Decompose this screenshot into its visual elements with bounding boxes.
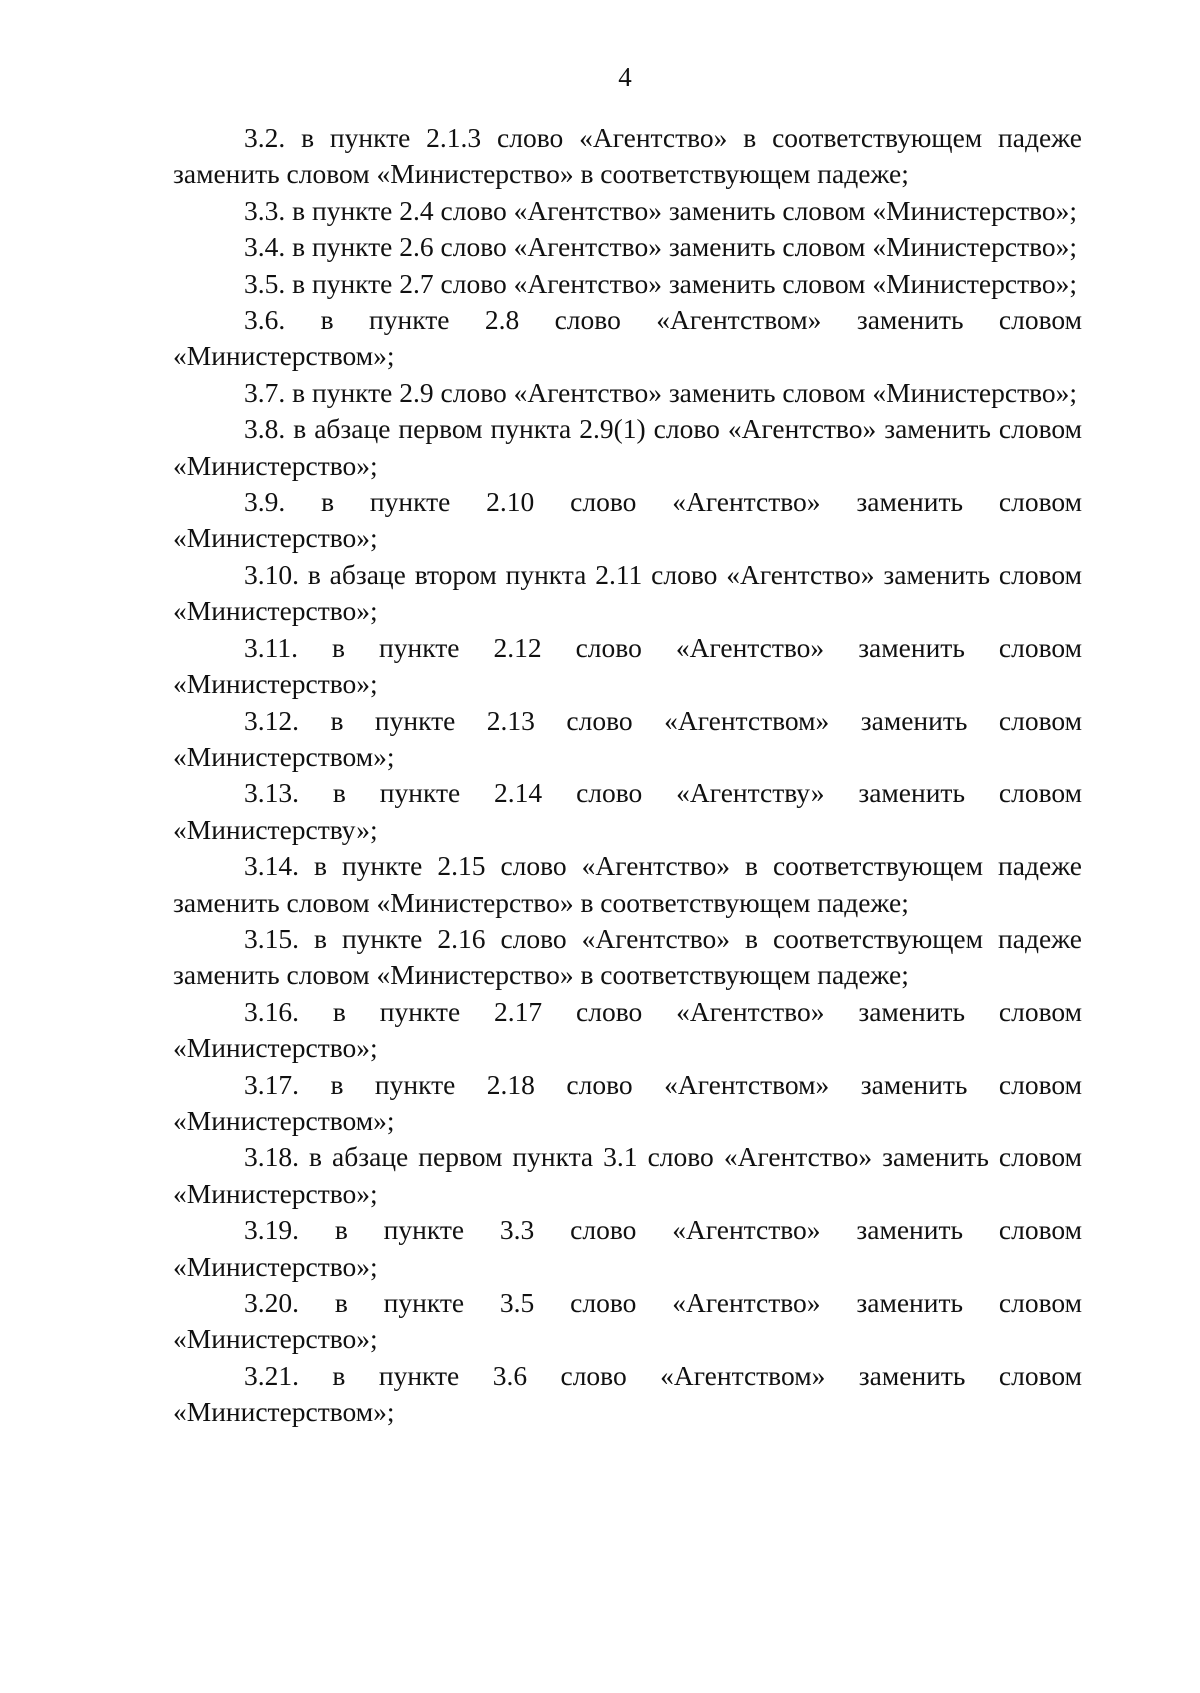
amendment-paragraph: 3.17. в пункте 2.18 слово «Агентством» заменить словом «Министерством»; xyxy=(173,1068,1082,1136)
amendment-paragraph: 3.21. в пункте 3.6 слово «Агентством» заменить словом «Министерством»; xyxy=(173,1359,1082,1428)
amendment-paragraph: 3.5. в пункте 2.7 слово «Агентство» заменить словом «Министерство»; xyxy=(244,267,1078,299)
document-body xyxy=(173,120,1082,1431)
amendment-paragraph: 3.2. в пункте 2.1.3 слово «Агентство» в соответствующем падеже заменить словом «Министерство» в соответствующем падеже; xyxy=(173,122,1082,190)
amendment-paragraph: 3.14. в пункте 2.15 слово «Агентство» в соответствующем падеже заменить словом «Министерство» в соответствующем падеже; xyxy=(173,850,1082,918)
amendment-paragraph: 3.15. в пункте 2.16 слово «Агентство» в соответствующем падеже заменить словом «Министерство» в соответствующем падеже; xyxy=(173,922,1082,991)
amendment-paragraph: 3.12. в пункте 2.13 слово «Агентством» заменить словом «Министерством»; xyxy=(173,704,1082,772)
amendment-paragraph: 3.18. в абзаце первом пункта 3.1 слово «Агентство» заменить словом «Министерство»; xyxy=(173,1141,1082,1209)
amendment-paragraph: 3.10. в абзаце втором пункта 2.11 слово «Агентство» заменить словом «Министерство»; xyxy=(173,558,1082,627)
amendment-paragraph: 3.11. в пункте 2.12 слово «Агентство» заменить словом «Министерство»; xyxy=(173,631,1082,700)
amendment-paragraph: 3.7. в пункте 2.9 слово «Агентство» заменить словом «Министерство»; xyxy=(244,376,1078,408)
amendment-paragraph: 3.8. в абзаце первом пункта 2.9(1) слово «Агентство» заменить словом «Министерство»; xyxy=(173,413,1082,481)
amendment-paragraph: 3.20. в пункте 3.5 слово «Агентство» заменить словом «Министерство»; xyxy=(173,1287,1082,1355)
amendment-paragraph: 3.3. в пункте 2.4 слово «Агентство» заменить словом «Министерство»; xyxy=(244,194,1078,226)
amendment-paragraph: 3.13. в пункте 2.14 слово «Агентству» заменить словом «Министерству»; xyxy=(173,777,1082,845)
amendment-paragraph: 3.9. в пункте 2.10 слово «Агентство» заменить словом «Министерство»; xyxy=(173,486,1082,554)
page-number: 4 xyxy=(618,62,632,92)
amendment-paragraph: 3.16. в пункте 2.17 слово «Агентство» заменить словом «Министерство»; xyxy=(173,995,1082,1064)
amendment-paragraph: 3.19. в пункте 3.3 слово «Агентство» заменить словом «Министерство»; xyxy=(173,1214,1082,1282)
amendment-paragraph: 3.4. в пункте 2.6 слово «Агентство» заменить словом «Министерство»; xyxy=(244,231,1078,263)
amendment-paragraph: 3.6. в пункте 2.8 слово «Агентством» заменить словом «Министерством»; xyxy=(173,304,1082,372)
